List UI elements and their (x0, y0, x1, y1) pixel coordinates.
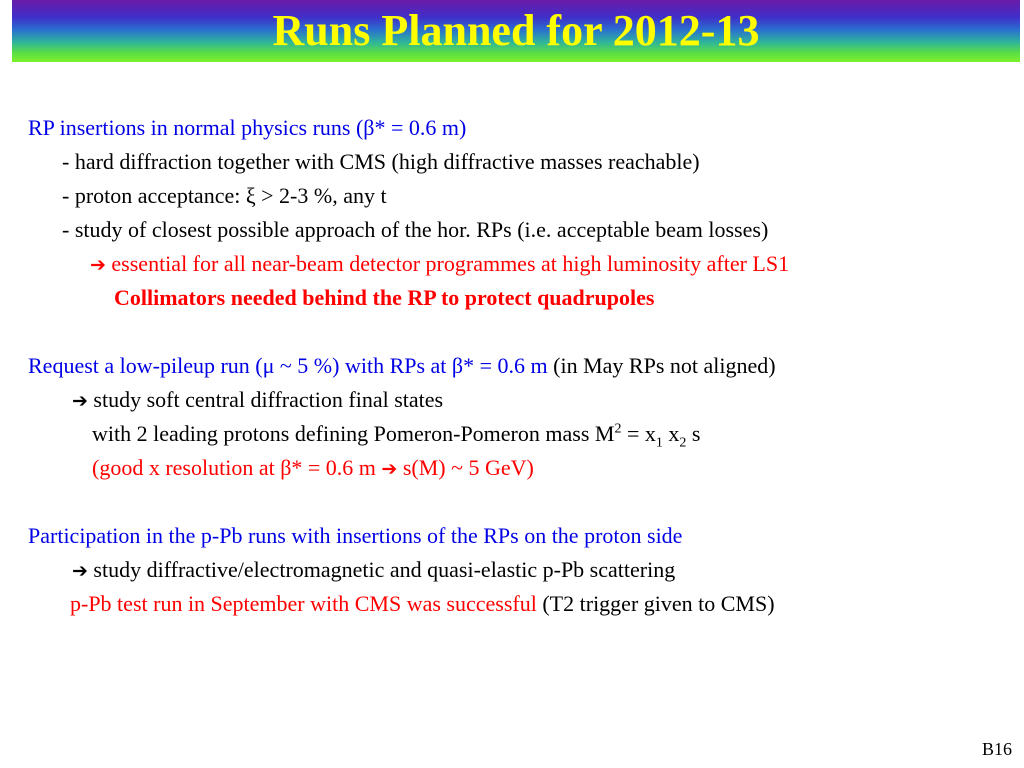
section3-heading: Participation in the p-Pb runs with insertions of the RPs on the proton side (28, 523, 683, 548)
section2-heading: Request a low-pileup run (μ ~ 5 %) with RPs at β* = 0.6 m (28, 353, 548, 378)
detail-s: s (686, 421, 701, 446)
section3-result: p-Pb test run in September with CMS was successful (70, 591, 537, 616)
detail-x2: x (662, 421, 680, 446)
arrow-right-icon: ➔ (381, 458, 398, 480)
section2-point-line (72, 387, 443, 414)
detail-equals: = x (621, 421, 656, 446)
section3-point-line (72, 557, 675, 584)
arrow-right-icon: ➔ (72, 390, 88, 412)
section2-heading-line (28, 353, 776, 379)
section1-conclusion: essential for all near-beam detector programmes at high luminosity after LS1 (111, 251, 790, 276)
section2-resolution (92, 455, 534, 482)
detail-subscript-2: 2 (679, 435, 687, 451)
detail-text: with 2 leading protons defining Pomeron-Pomeron mass M (92, 421, 615, 446)
section3-point: study diffractive/electromagnetic and quasi-elastic p-Pb scattering (93, 557, 676, 582)
detail-superscript: 2 (614, 421, 622, 437)
section1-heading: RP insertions in normal physics runs (β* = 0.6 m) (28, 115, 467, 140)
section2-detail (92, 421, 701, 451)
section3-result-line (70, 591, 775, 617)
resolution-prefix: (good x resolution at β* = 0.6 m (92, 455, 376, 480)
arrow-right-icon: ➔ (90, 254, 106, 276)
title-bar (12, 0, 1020, 62)
section1-item-3: - study of closest possible approach of the hor. RPs (i.e. acceptable beam losses) (62, 217, 769, 242)
detail-subscript-1: 1 (655, 435, 663, 451)
section1-conclusion-line (90, 251, 789, 278)
slide-number: B16 (981, 739, 1012, 759)
arrow-right-icon: ➔ (72, 560, 88, 582)
section1-item-2: - proton acceptance: ξ > 2-3 %, any t (62, 183, 387, 208)
section2-heading-suffix: (in May RPs not aligned) (553, 353, 776, 378)
section2-point: study soft central diffraction final states (93, 387, 444, 412)
section1-item-1: - hard diffraction together with CMS (high diffractive masses reachable) (62, 149, 700, 174)
section3-result-suffix: (T2 trigger given to CMS) (542, 591, 775, 616)
section1-note: Collimators needed behind the RP to protect quadrupoles (114, 285, 655, 310)
slide-title: Runs Planned for 2012-13 (272, 6, 760, 55)
resolution-suffix: s(M) ~ 5 GeV) (402, 455, 534, 480)
